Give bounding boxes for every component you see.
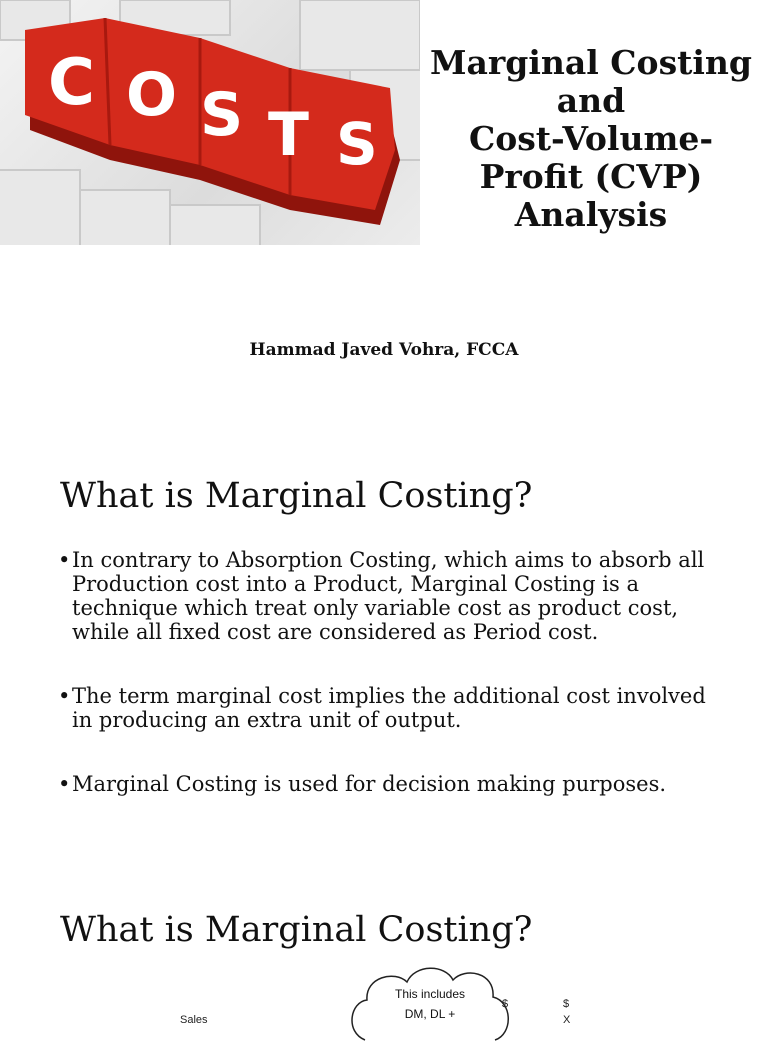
definition-slide	[0, 440, 768, 850]
title-line: Analysis	[514, 195, 668, 234]
title-line: and	[556, 81, 626, 120]
slide-heading: What is Marginal Costing?	[60, 476, 533, 516]
author-name: Hammad Javed Vohra, FCCA	[249, 340, 519, 360]
cloud-text	[345, 984, 515, 1024]
diagram-slide	[0, 880, 768, 1024]
dollar-label: $	[502, 998, 509, 1010]
title-line: Profit (CVP)	[479, 157, 703, 196]
cloud-text-line: DM, DL +	[404, 1007, 456, 1021]
hero-letter: C	[48, 46, 95, 120]
bullet-item: • The term marginal cost implies the additional cost involved in producing an extra unit of output.	[58, 684, 718, 732]
cloud-text-line: This includes	[394, 987, 466, 1001]
hero-letter: S	[200, 80, 244, 150]
hero-letter: T	[268, 100, 309, 170]
bullet-list	[58, 548, 718, 836]
dollar-label: $	[563, 998, 570, 1010]
presentation-title	[420, 44, 762, 234]
slide-heading: What is Marginal Costing?	[60, 910, 533, 950]
hero-letter: S	[336, 110, 378, 178]
callout-cloud	[345, 962, 515, 1042]
bullet-item: • In contrary to Absorption Costing, which aims to absorb all Production cost into a Product, Marginal Costing is a technique which treat only variable cost as product cost, while all fixed cost are considered as Period cost.	[58, 548, 718, 644]
bullet-item: • Marginal Costing is used for decision making purposes.	[58, 772, 718, 796]
sales-label: Sales	[180, 1014, 208, 1026]
title-slide	[0, 0, 768, 410]
title-line: Cost-Volume-	[468, 119, 714, 158]
costs-puzzle-image	[0, 0, 420, 245]
title-line: Marginal Costing	[429, 43, 752, 82]
x-label: X	[563, 1014, 571, 1026]
hero-letter: O	[126, 60, 178, 130]
